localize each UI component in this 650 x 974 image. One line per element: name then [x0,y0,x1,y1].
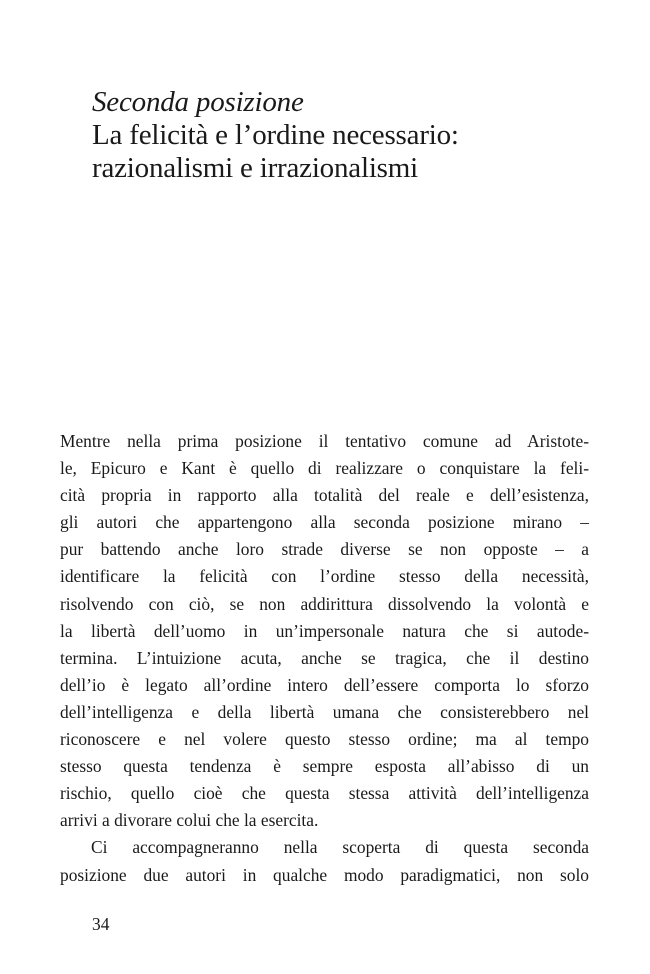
text-line: rischio, quello cioè che questa stessa attività dell’intelligenza [60,783,589,804]
text-line: pur battendo anche loro strade diverse se non opposte – a [60,539,589,560]
text-line: Ci accompagneranno nella scoperta di questa seconda [91,837,589,858]
text-line: gli autori che appartengono alla seconda posizione mirano – [60,512,589,533]
text-line: dell’io è legato all’ordine intero dell’essere comporta lo sforzo [60,674,589,695]
text-line: arrivi a divorare colui che la esercita. [60,810,319,831]
chapter-heading [92,86,612,185]
text-line: dell’intelligenza e della libertà umana che consisterebbero nel [60,701,589,722]
chapter-title-line-1: La felicità e l’ordine necessario: [92,119,459,151]
text-line: termina. L’intuizione acuta, anche se tragica, che il destino [60,647,589,668]
chapter-title-line-2: razionalismi e irrazionalismi [92,152,418,184]
text-line: Mentre nella prima posizione il tentativo comune ad Aristote- [60,431,589,451]
paragraph-1 [60,428,589,834]
paragraph-2 [60,834,589,888]
text-line: le, Epicuro e Kant è quello di realizzare o conquistare la feli- [60,458,589,479]
text-line: cità propria in rapporto alla totalità del reale e dell’esistenza, [60,485,589,506]
text-line: risolvendo con ciò, se non addirittura dissolvendo la volontà e [60,593,589,614]
text-line: la libertà dell’uomo in un’impersonale natura che si autode- [60,620,589,641]
text-line: riconoscere e nel volere questo stesso ordine; ma al tempo [60,729,589,750]
text-line: identificare la felicità con l’ordine stesso della necessità, [60,566,589,587]
text-line: posizione due autori in qualche modo paradigmatici, non solo [60,864,589,885]
page-number: 34 [92,914,110,934]
text-line: stesso questa tendenza è sempre esposta all’abisso di un [60,756,589,777]
body-text [60,428,589,889]
chapter-kicker: Seconda posizione [92,86,304,118]
